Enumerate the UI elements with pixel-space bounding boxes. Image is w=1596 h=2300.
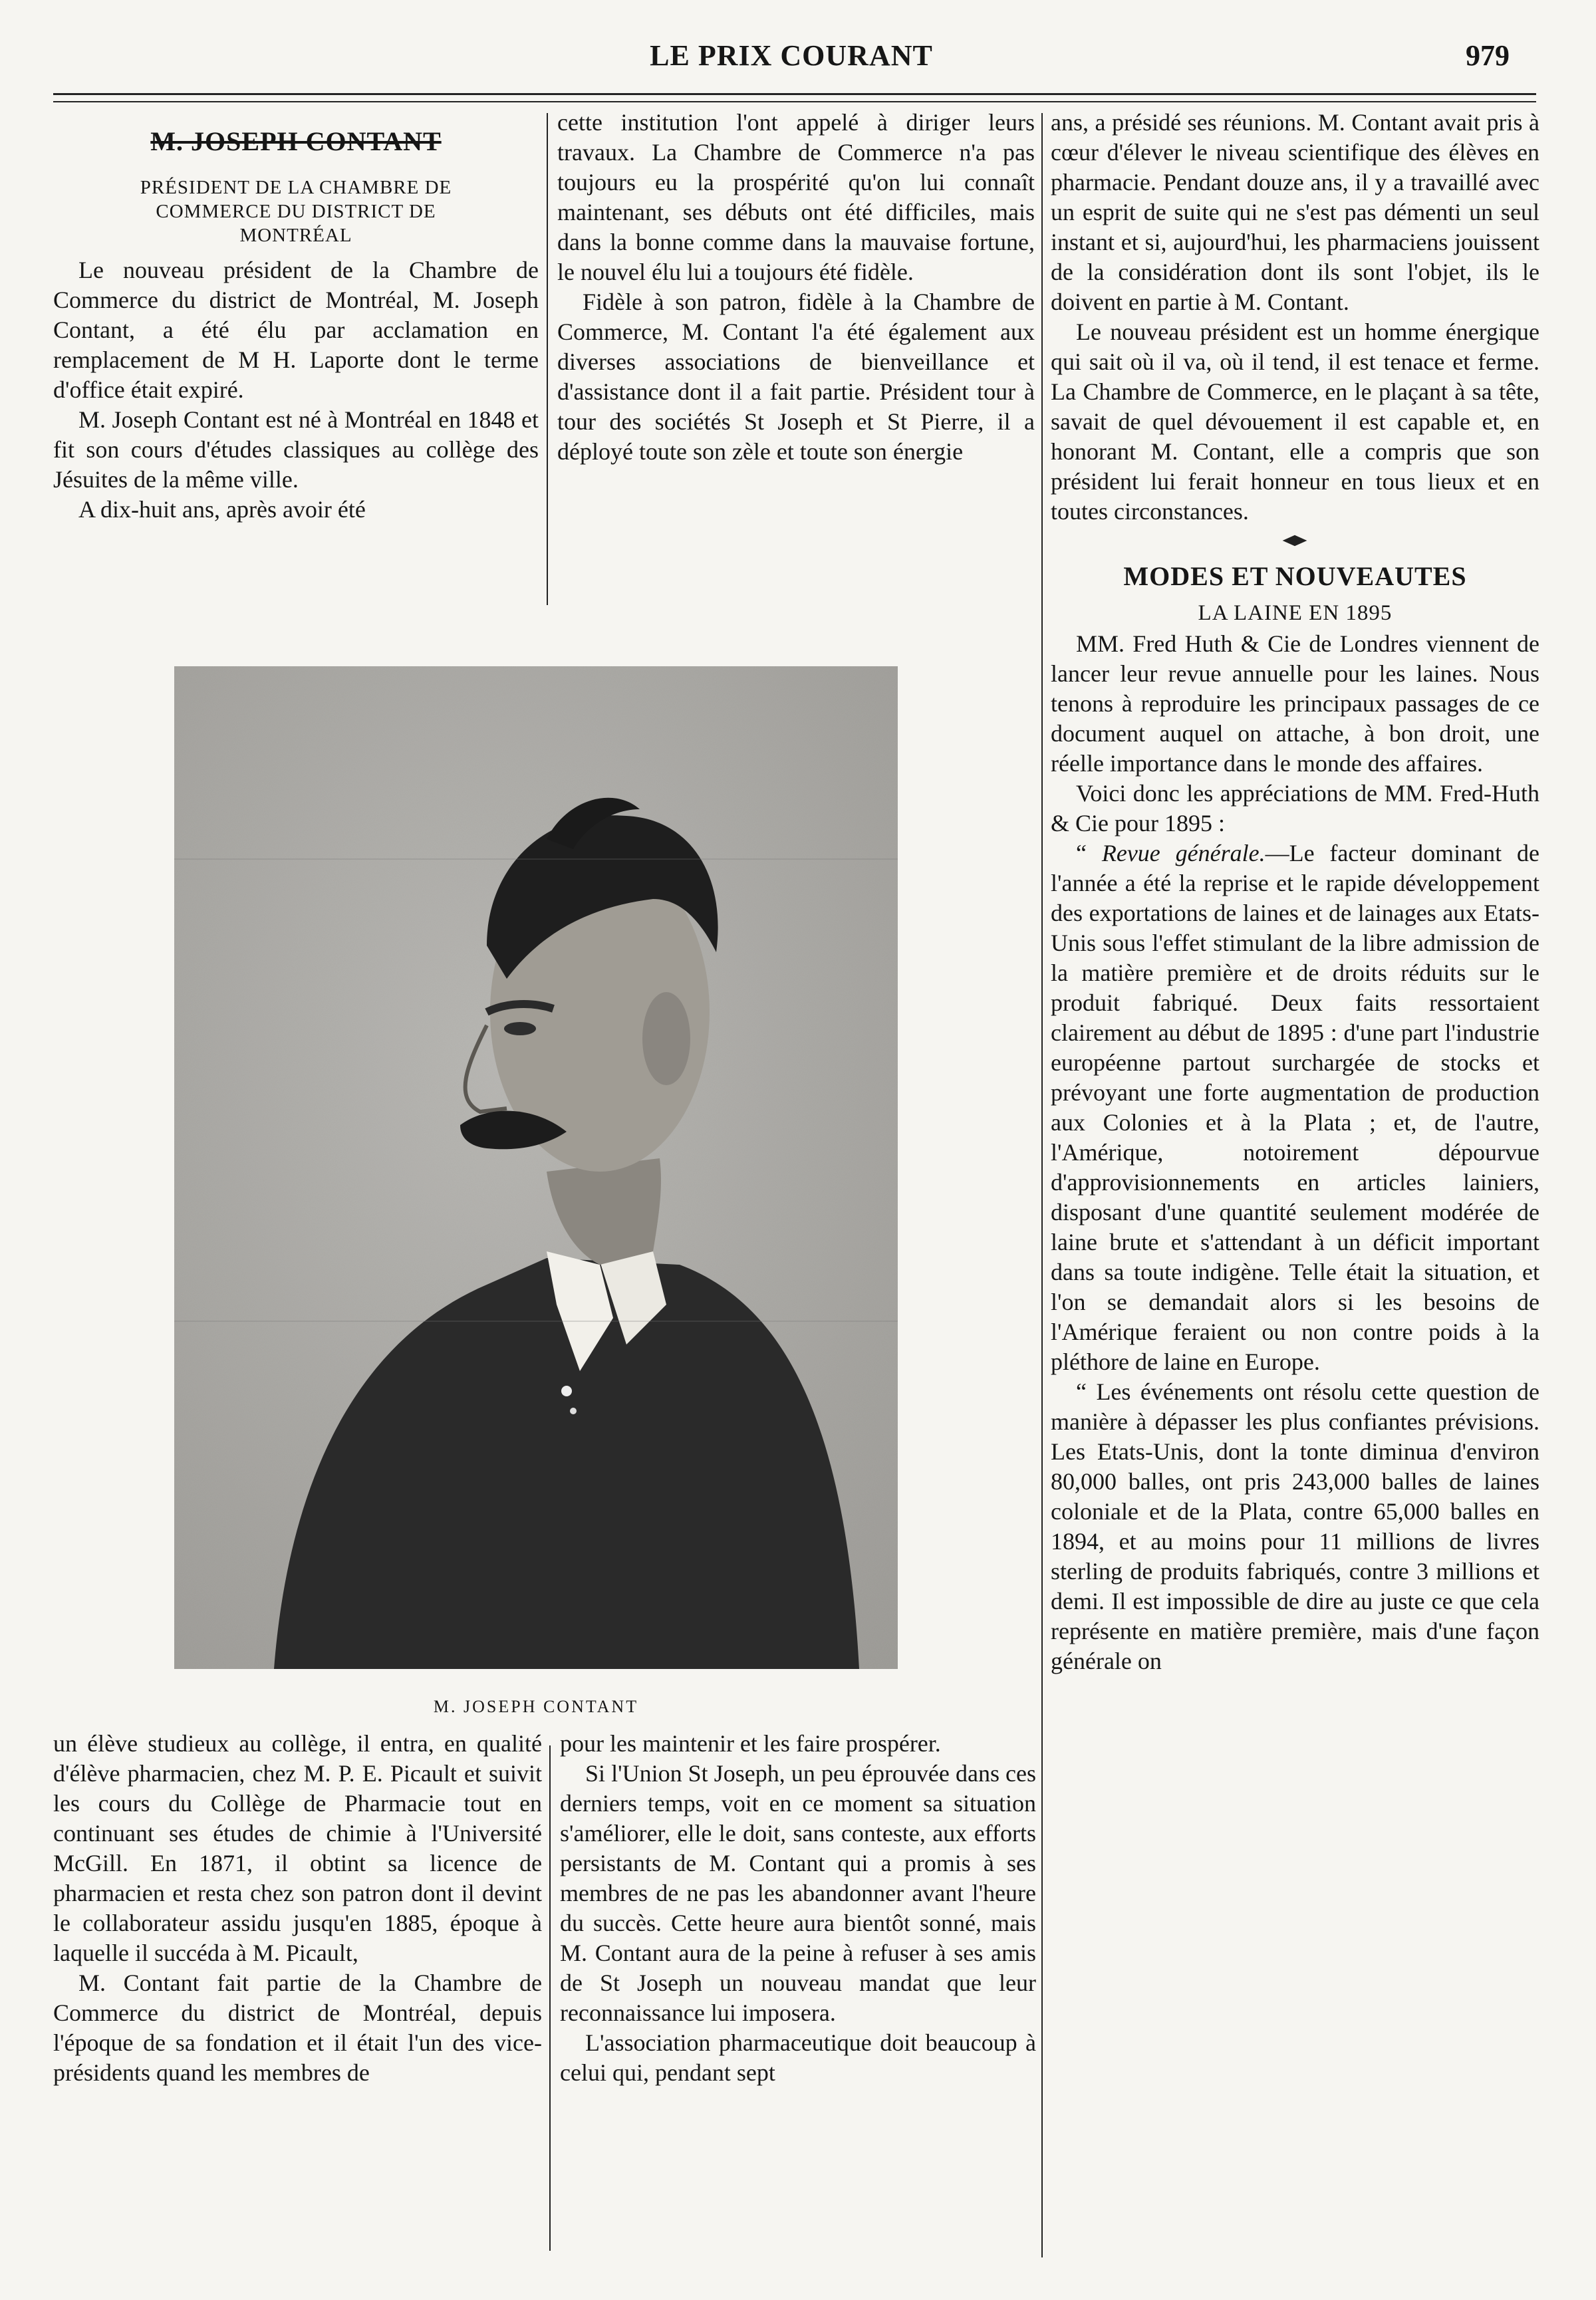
paragraph: M. Contant fait partie de la Chambre de Commerce du district de Montréal, depuis l'époque de sa fondation et il était l'un des vice-présidents quand les membres de (53, 1970, 542, 2086)
column-2-bottom (560, 1729, 1036, 2088)
paragraph: un élève studieux au collège, il entra, en qualité d'élève pharmacien, chez M. P. E. Picault et suivit les cours du Collège de Pharmacie tout en continuant ses études de chimie à l'Université McGill. En 1871, il obtint sa licence de pharmacien et resta chez son patron dont il devint le collaborateur assidu jusqu'en 1885, époque à laquelle il succéda à M. Picault, (53, 1730, 542, 1966)
paragraph: pour les maintenir et les faire prospérer. (560, 1730, 941, 1757)
paragraph: cette institution l'ont appelé à diriger leurs travaux. La Chambre de Commerce n'a pas toujours eu la prospérité qu'on lui connaît maintenant, ses débuts ont été difficiles, mais dans la bonne comme dans la mauvaise fortune, le nouvel élu lui a toujours été fidèle. (557, 109, 1035, 285)
header-rule-bottom (53, 101, 1536, 102)
section-subtitle: LA LAINE EN 1895 (1198, 601, 1393, 625)
paragraph: MM. Fred Huth & Cie de Londres viennent de lancer leur revue annuelle pour les laines. Nous tenons à reproduire les principaux passages de ce document auquel on attache, à bon droit, une réelle importance dans le monde des affaires. (1051, 630, 1539, 777)
header-rule-top (53, 93, 1536, 95)
paragraph: L'association pharmaceutique doit beaucoup à celui qui, pendant sept (560, 2029, 1036, 2086)
article-subtitle-line-1: PRÉSIDENT DE LA CHAMBRE DE (140, 177, 452, 198)
article-subtitle-line-2: COMMERCE DU DISTRICT DE (156, 201, 436, 222)
portrait-photo (174, 666, 898, 1669)
column-rule-left (547, 113, 548, 605)
paragraph: Voici donc les appréciations de MM. Fred-Huth & Cie pour 1895 : (1051, 780, 1539, 836)
column-2-top (557, 108, 1035, 467)
running-head (53, 39, 1530, 85)
photo-caption: M. JOSEPH CONTANT (433, 1697, 639, 1716)
article-subtitle-line-3: MONTRÉAL (239, 225, 352, 246)
portrait-illustration (174, 666, 898, 1669)
page-number: 979 (1466, 39, 1510, 72)
column-1-top (53, 125, 539, 525)
article-title: M. JOSEPH CONTANT (150, 126, 442, 156)
quote-open: “ (1076, 840, 1087, 866)
paragraph: Fidèle à son patron, fidèle à la Chambre de Commerce, M. Contant l'a été également aux diverses associations de bienveillance et d'assistance dont il a fait partie. Président tour à tour des sociétés St Joseph et St Pierre, il a déployé toute son zèle et toute son énergie (557, 289, 1035, 465)
paragraph (1051, 838, 1539, 1377)
column-3 (1051, 108, 1539, 1676)
paragraph: A dix-huit ans, après avoir été (78, 496, 366, 523)
paragraph: Si l'Union St Joseph, un peu éprouvée dans ces derniers temps, voit en ce moment sa situation s'améliorer, elle le doit, sans conteste, aux efforts persistants de M. Contant qui a promis à ses membres de ne pas les abandonner avant l'heure du succès. Cette heure aura bientôt sonné, mais M. Contant aura de la peine à refuser à ses amis de St Joseph un nouveau mandat que leur reconnaissance lui imposera. (560, 1760, 1036, 2026)
paragraph: Le nouveau président est un homme énergique qui sait où il va, où il tend, il est tenace et ferme. La Chambre de Commerce, en le plaçant à sa tête, savait de quel dévouement il est capable et, en honorant M. Contant, elle a compris que son président lui ferait honneur en tous lieux et en toutes circonstances. (1051, 319, 1539, 525)
section-title: MODES ET NOUVEAUTES (1123, 561, 1467, 591)
column-1-bottom (53, 1729, 542, 2088)
column-rule-left-lower (549, 1745, 551, 2251)
section-divider-ornament (1281, 536, 1310, 545)
paragraph: Le nouveau président de la Chambre de Commerce du district de Montréal, M. Joseph Contant, a été élu par acclamation en remplacement de M H. Laporte dont le terme d'office était expiré. (53, 257, 539, 403)
journal-title: LE PRIX COURANT (650, 39, 933, 72)
paragraph: ans, a présidé ses réunions. M. Contant avait pris à cœur d'élever le niveau scientifique des élèves en pharmacie. Pendant douze ans, il y a travaillé avec un esprit de suite qui ne s'est pas démenti un seul instant et si, aujourd'hui, les pharmaciens jouissent de la considération dont ils sont l'objet, ils le doivent en partie à M. Contant. (1051, 109, 1539, 315)
revue-text: —Le facteur dominant de l'année a été la reprise et le rapide développement des exportations de laines et de lainages aux Etats-Unis sous l'effet stimulant de la libre admission de la matière première et de droits réduits sur le produit fabriqué. Deux faits ressortaient clairement au début de 1895 : d'une part l'industrie européenne partout surchargée de stocks et prévoyant une forte augmentation de production aux Colonies et à la Plata ; et, de l'autre, l'Amérique, notoirement dépourvue d'approvisionnements en articles lainiers, disposant d'une quantité seulement modérée de laine brute et s'attendant à un déficit important dans sa toute indigène. Telle était la situation, et l'on se demandait alors si les besoins de l'Amérique feraient ou non contre poids à la pléthore de laine en Europe. (1051, 840, 1539, 1375)
revue-label: Revue générale. (1101, 840, 1265, 866)
column-rule-right (1041, 113, 1043, 2257)
paragraph: M. Joseph Contant est né à Montréal en 1848 et fit son cours d'études classiques au collège des Jésuites de la même ville. (53, 406, 539, 493)
paragraph: “ Les événements ont résolu cette question de manière à dépasser les plus confiantes prévisions. Les Etats-Unis, dont la tonte diminua d'environ 80,000 balles, ont pris 243,000 balles de laines coloniale et de la Plata, contre 65,000 balles en 1894, et au moins pour 11 millions de livres sterling de produits fabriqués, contre 3 millions et demi. Il est impossible de dire au juste ce que cela représente en matière première, mais d'une façon générale on (1051, 1378, 1539, 1674)
